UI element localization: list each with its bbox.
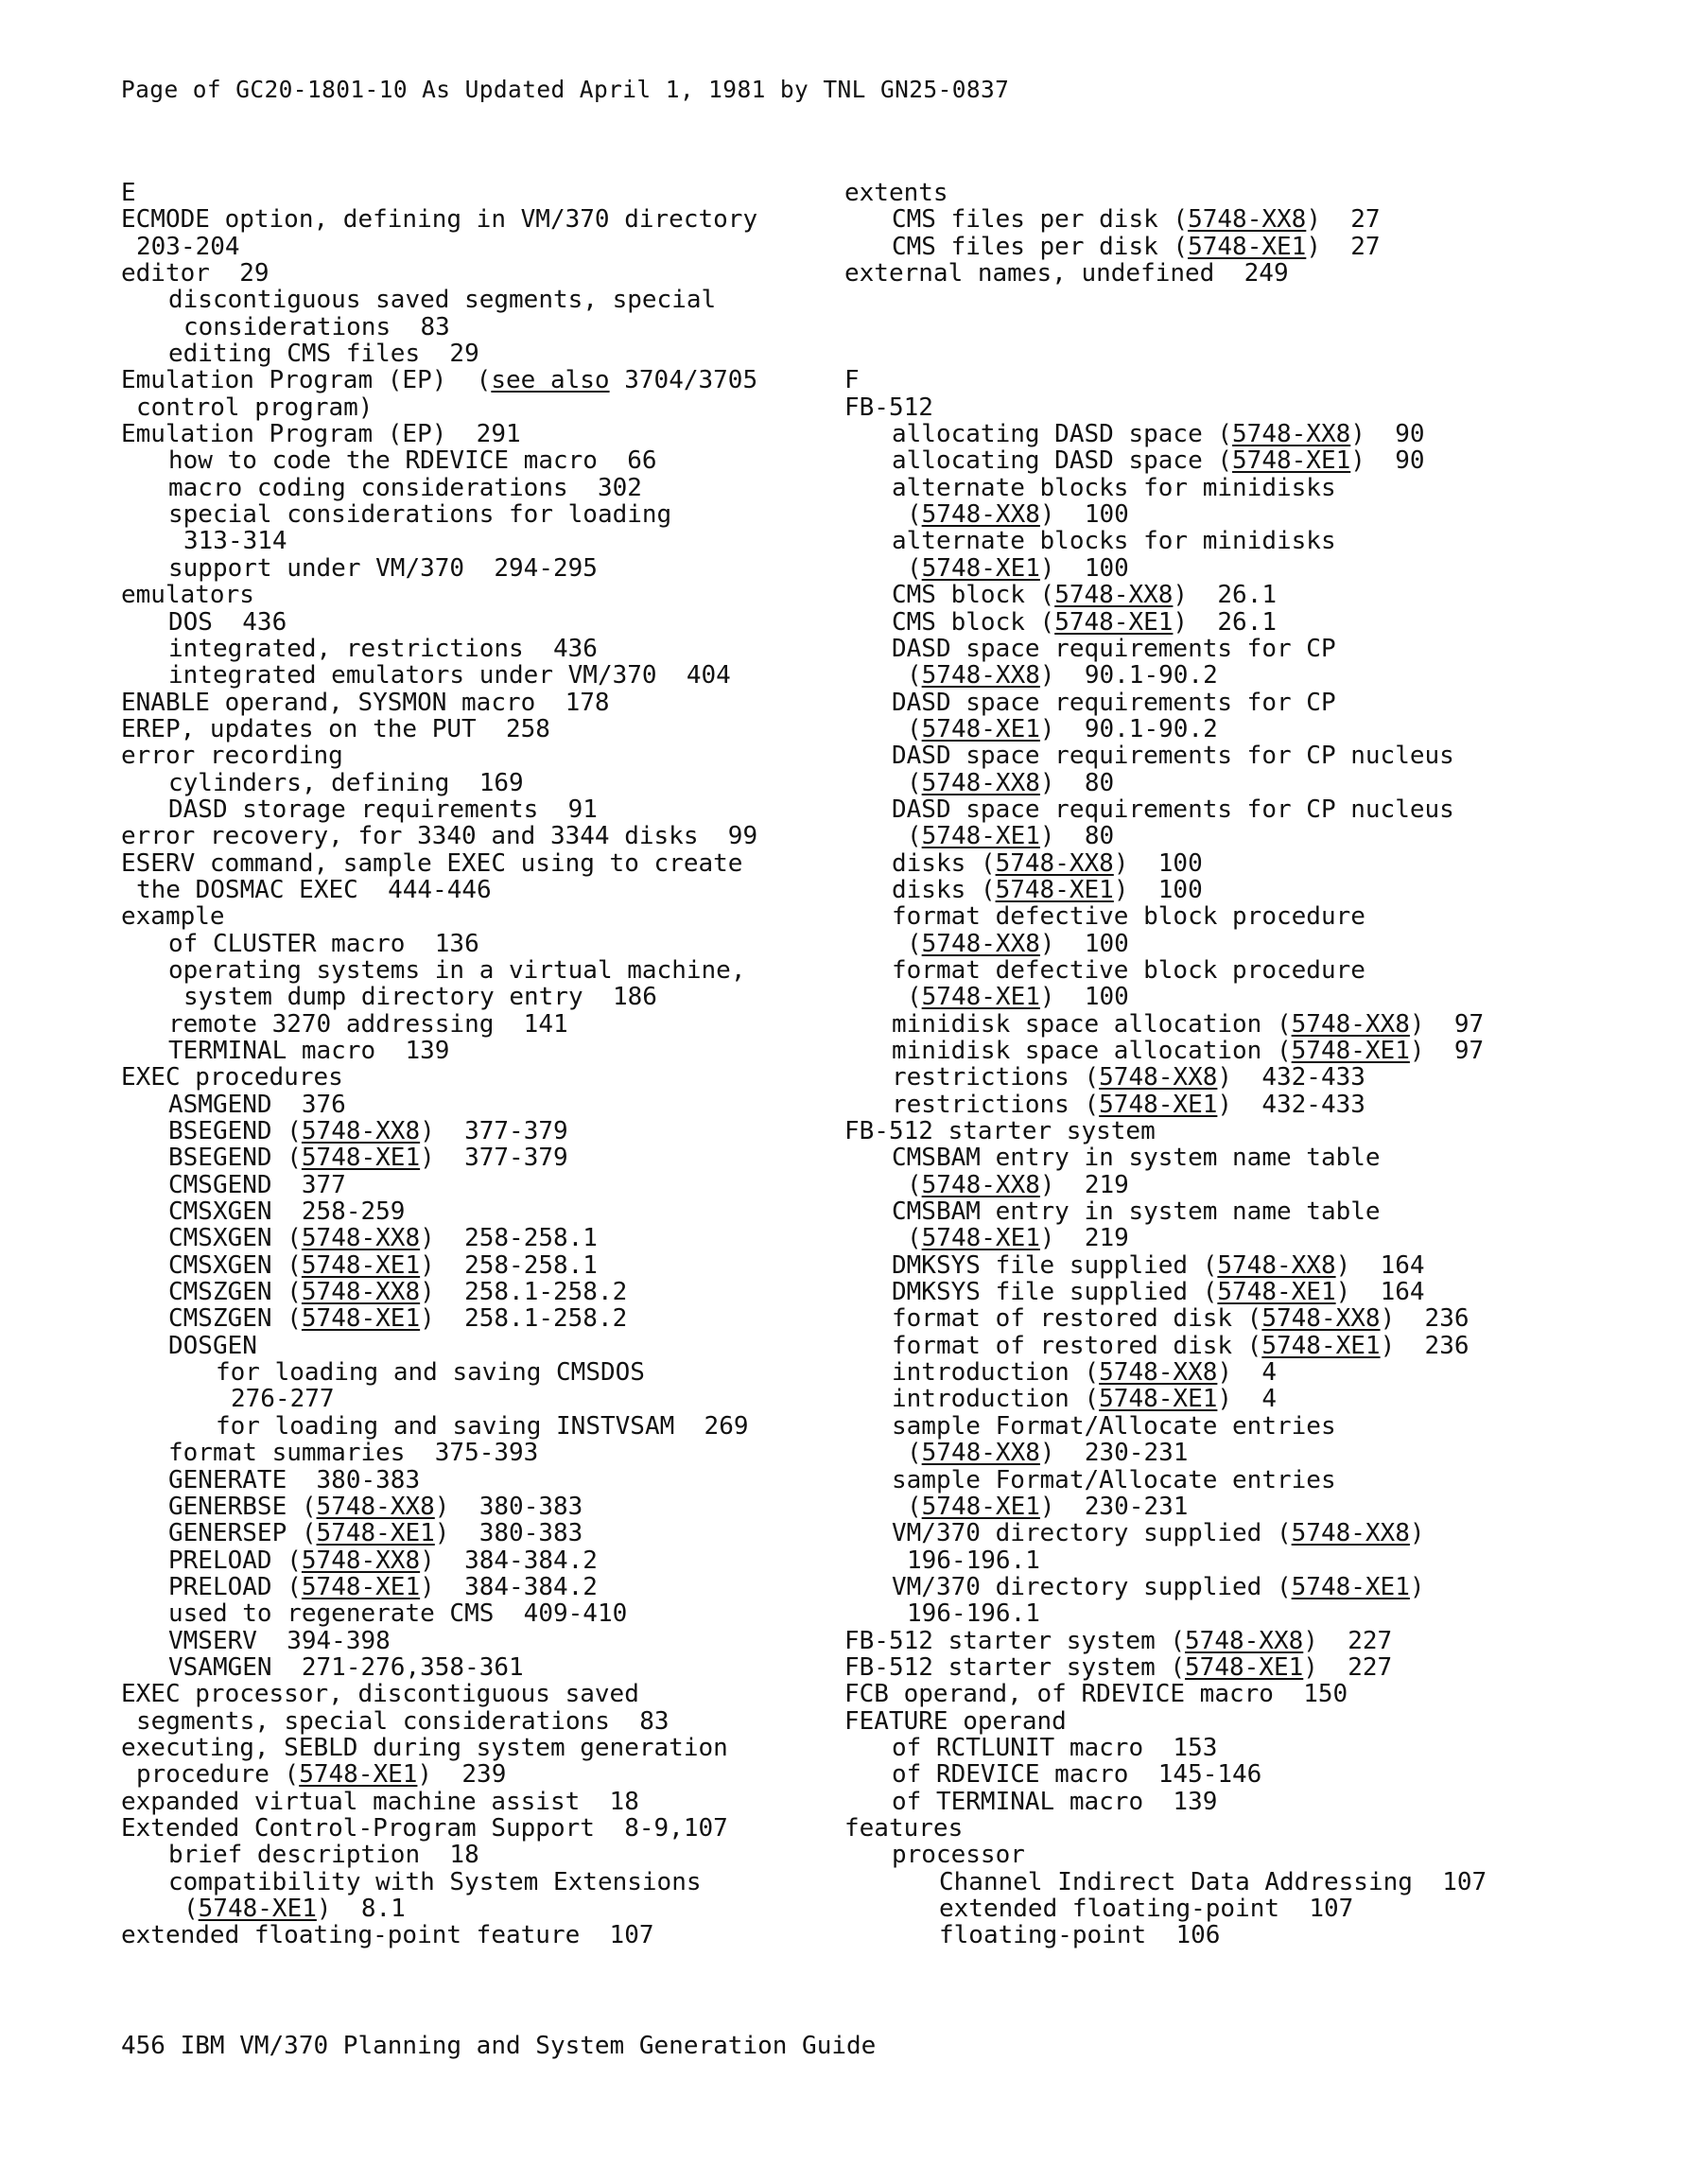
- index-entry: CMSZGEN (5748-XX8) 258.1-258.2: [168, 1278, 628, 1307]
- index-entry: (5748-XE1) 90.1-90.2: [907, 714, 1218, 743]
- index-entry: ASMGEND 376: [168, 1090, 346, 1119]
- index-entry: FB-512 starter system (5748-XE1) 227: [844, 1652, 1393, 1682]
- index-entry: CMSBAM entry in system name table: [892, 1144, 1381, 1173]
- index-entry: format defective block procedure: [892, 955, 1365, 985]
- index-entry: FCB operand, of RDEVICE macro 150: [844, 1680, 1348, 1709]
- index-entry: of RDEVICE macro 145-146: [892, 1760, 1262, 1790]
- index-entry: ENABLE operand, SYSMON macro 178: [121, 688, 610, 717]
- index-entry: (5748-XE1) 100: [907, 983, 1129, 1012]
- index-entry: FB-512 starter system: [844, 1117, 1156, 1146]
- index-entry: (5748-XE1) 100: [907, 553, 1129, 583]
- index-entry: VM/370 directory supplied (5748-XX8): [892, 1519, 1425, 1548]
- index-entry: sample Format/Allocate entries: [892, 1465, 1336, 1494]
- index-entry: CMS block (5748-XE1) 26.1: [892, 607, 1277, 637]
- index-entry: Emulation Program (EP) (see also 3704/3705: [121, 366, 758, 395]
- index-entry: VM/370 directory supplied (5748-XE1): [892, 1572, 1425, 1601]
- index-entry: (5748-XX8) 90.1-90.2: [907, 661, 1218, 690]
- index-entry: integrated emulators under VM/370 404: [168, 661, 731, 690]
- index-entry: extended floating-point 107: [939, 1895, 1354, 1923]
- index-entry: BSEGEND (5748-XE1) 377-379: [168, 1144, 568, 1173]
- index-entry: control program): [136, 393, 374, 422]
- page-footer: 456 IBM VM/370 Planning and System Generation Guide: [121, 2032, 877, 2060]
- index-entry: TERMINAL macro 139: [168, 1037, 450, 1065]
- index-entry: restrictions (5748-XE1) 432-433: [892, 1090, 1365, 1119]
- index-entry: sample Format/Allocate entries: [892, 1411, 1336, 1441]
- index-column-left: [121, 180, 859, 1949]
- index-entry: E: [121, 179, 136, 207]
- index-entry: executing, SEBLD during system generation: [121, 1733, 728, 1762]
- index-entry: CMSBAM entry in system name table: [892, 1197, 1381, 1227]
- index-entry: error recording: [121, 742, 343, 771]
- index-entry: (5748-XX8) 100: [907, 500, 1129, 530]
- index-entry: minidisk space allocation (5748-XE1) 97: [892, 1037, 1485, 1065]
- index-entry: PRELOAD (5748-XE1) 384-384.2: [168, 1572, 598, 1601]
- index-entry: extended floating-point feature 107: [121, 1921, 654, 1950]
- index-entry: DMKSYS file supplied (5748-XX8) 164: [892, 1250, 1425, 1280]
- index-entry: CMSXGEN (5748-XX8) 258-258.1: [168, 1224, 598, 1253]
- index-entry: Extended Control-Program Support 8-9,107: [121, 1813, 728, 1843]
- index-entry: EXEC procedures: [121, 1063, 343, 1092]
- index-entry: disks (5748-XX8) 100: [892, 848, 1203, 878]
- index-entry: compatibility with System Extensions: [168, 1867, 702, 1896]
- index-entry: extents: [844, 179, 948, 207]
- index-entry: (5748-XE1) 80: [907, 822, 1115, 851]
- index-entry: allocating DASD space (5748-XX8) 90: [892, 420, 1425, 449]
- index-entry: alternate blocks for minidisks: [892, 527, 1336, 556]
- index-entry: support under VM/370 294-295: [168, 553, 598, 583]
- index-entry: 313-314: [183, 527, 287, 556]
- index-column-right: [844, 180, 1582, 1949]
- index-entry: GENERBSE (5748-XX8) 380-383: [168, 1492, 583, 1521]
- index-entry: restrictions (5748-XX8) 432-433: [892, 1063, 1365, 1092]
- index-entry: of TERMINAL macro 139: [892, 1787, 1218, 1816]
- index-entry: DMKSYS file supplied (5748-XE1) 164: [892, 1278, 1425, 1307]
- index-entry: cylinders, defining 169: [168, 768, 524, 797]
- index-entry: DASD storage requirements 91: [168, 795, 598, 824]
- index-entry: for loading and saving CMSDOS: [216, 1358, 645, 1388]
- index-entry: CMS files per disk (5748-XE1) 27: [892, 232, 1381, 261]
- index-entry: F: [844, 366, 860, 395]
- index-entry: VMSERV 394-398: [168, 1626, 391, 1655]
- index-entry: format of restored disk (5748-XX8) 236: [892, 1304, 1470, 1334]
- index-entry: CMSXGEN (5748-XE1) 258-258.1: [168, 1250, 598, 1280]
- index-entry: example: [121, 902, 225, 932]
- index-entry: system dump directory entry 186: [183, 983, 657, 1012]
- index-entry: Channel Indirect Data Addressing 107: [939, 1867, 1487, 1896]
- index-entry: CMSZGEN (5748-XE1) 258.1-258.2: [168, 1304, 628, 1334]
- index-entry: discontiguous saved segments, special: [168, 286, 717, 315]
- index-entry: 276-277: [231, 1385, 335, 1414]
- index-entry: Emulation Program (EP) 291: [121, 420, 521, 449]
- index-entry: floating-point 106: [939, 1921, 1221, 1950]
- index-entry: FEATURE operand: [844, 1706, 1067, 1736]
- index-entry: (5748-XX8) 80: [907, 768, 1115, 797]
- index-entry: of RCTLUNIT macro 153: [892, 1733, 1218, 1762]
- index-entry: features: [844, 1813, 964, 1843]
- index-entry: procedure (5748-XE1) 239: [136, 1760, 507, 1790]
- index-entry: editor 29: [121, 259, 270, 288]
- index-entry: FB-512: [844, 393, 933, 422]
- index-entry: alternate blocks for minidisks: [892, 473, 1336, 502]
- index-entry: (5748-XX8) 230-231: [907, 1439, 1189, 1468]
- index-entry: DOSGEN: [168, 1331, 257, 1360]
- index-entry: of CLUSTER macro 136: [168, 929, 479, 958]
- index-entry: introduction (5748-XE1) 4: [892, 1385, 1278, 1414]
- index-entry: for loading and saving INSTVSAM 269: [216, 1411, 749, 1441]
- index-entry: 203-204: [136, 232, 240, 261]
- index-entry: VSAMGEN 271-276,358-361: [168, 1652, 524, 1682]
- index-entry: allocating DASD space (5748-XE1) 90: [892, 446, 1425, 476]
- index-entry: considerations 83: [183, 312, 450, 341]
- index-entry: how to code the RDEVICE macro 66: [168, 446, 657, 476]
- index-entry: BSEGEND (5748-XX8) 377-379: [168, 1117, 568, 1146]
- index-entry: introduction (5748-XX8) 4: [892, 1358, 1278, 1388]
- index-entry: DASD space requirements for CP: [892, 688, 1336, 717]
- index-entry: EREP, updates on the PUT 258: [121, 714, 550, 743]
- index-entry: used to regenerate CMS 409-410: [168, 1599, 628, 1629]
- index-entry: CMS block (5748-XX8) 26.1: [892, 581, 1277, 610]
- index-entry: macro coding considerations 302: [168, 473, 642, 502]
- index-entry: [844, 314, 1582, 341]
- index-entry: expanded virtual machine assist 18: [121, 1787, 639, 1816]
- index-entry: remote 3270 addressing 141: [168, 1009, 568, 1039]
- index-entry: CMS files per disk (5748-XX8) 27: [892, 205, 1381, 235]
- index-entry: (5748-XX8) 219: [907, 1170, 1129, 1199]
- index-entry: CMSXGEN 258-259: [168, 1197, 406, 1227]
- index-entry: DASD space requirements for CP nucleus: [892, 742, 1454, 771]
- index-entry: ECMODE option, defining in VM/370 directory: [121, 205, 758, 235]
- index-entry: error recovery, for 3340 and 3344 disks 99: [121, 822, 758, 851]
- index-entry: (5748-XE1) 230-231: [907, 1492, 1189, 1521]
- index-entry: DASD space requirements for CP: [892, 634, 1336, 663]
- index-entry: [844, 287, 1582, 313]
- index-entry: operating systems in a virtual machine,: [168, 955, 746, 985]
- index-entry: PRELOAD (5748-XX8) 384-384.2: [168, 1546, 598, 1575]
- index-entry: 196-196.1: [907, 1546, 1040, 1575]
- index-entry: disks (5748-XE1) 100: [892, 875, 1203, 904]
- index-entry: format defective block procedure: [892, 902, 1365, 932]
- running-header: Page of GC20-1801-10 As Updated April 1, 1981 by TNL GN25-0837: [121, 76, 1010, 103]
- index-entry: GENERATE 380-383: [168, 1465, 421, 1494]
- index-entry: GENERSEP (5748-XE1) 380-383: [168, 1519, 583, 1548]
- index-entry: editing CMS files 29: [168, 340, 479, 369]
- index-entry: emulators: [121, 581, 254, 610]
- index-entry: (5748-XX8) 100: [907, 929, 1129, 958]
- index-entry: 196-196.1: [907, 1599, 1040, 1629]
- index-entry: minidisk space allocation (5748-XX8) 97: [892, 1009, 1485, 1039]
- index-entry: format summaries 375-393: [168, 1439, 539, 1468]
- index-entry: FB-512 starter system (5748-XX8) 227: [844, 1626, 1393, 1655]
- index-entry: [844, 341, 1582, 367]
- index-entry: processor: [892, 1841, 1025, 1870]
- index-entry: ESERV command, sample EXEC using to create: [121, 848, 743, 878]
- index-entry: (5748-XE1) 8.1: [183, 1895, 406, 1923]
- index-entry: CMSGEND 377: [168, 1170, 346, 1199]
- index-entry: the DOSMAC EXEC 444-446: [136, 875, 492, 904]
- index-entry: format of restored disk (5748-XE1) 236: [892, 1331, 1470, 1360]
- index-entry: integrated, restrictions 436: [168, 634, 598, 663]
- index-entry: special considerations for loading: [168, 500, 672, 530]
- index-entry: brief description 18: [168, 1841, 479, 1870]
- index-entry: EXEC processor, discontiguous saved: [121, 1680, 639, 1709]
- index-entry: (5748-XE1) 219: [907, 1224, 1129, 1253]
- index-entry: external names, undefined 249: [844, 259, 1289, 288]
- index-entry: DASD space requirements for CP nucleus: [892, 795, 1454, 824]
- index-entry: segments, special considerations 83: [136, 1706, 670, 1736]
- index-entry: DOS 436: [168, 607, 287, 637]
